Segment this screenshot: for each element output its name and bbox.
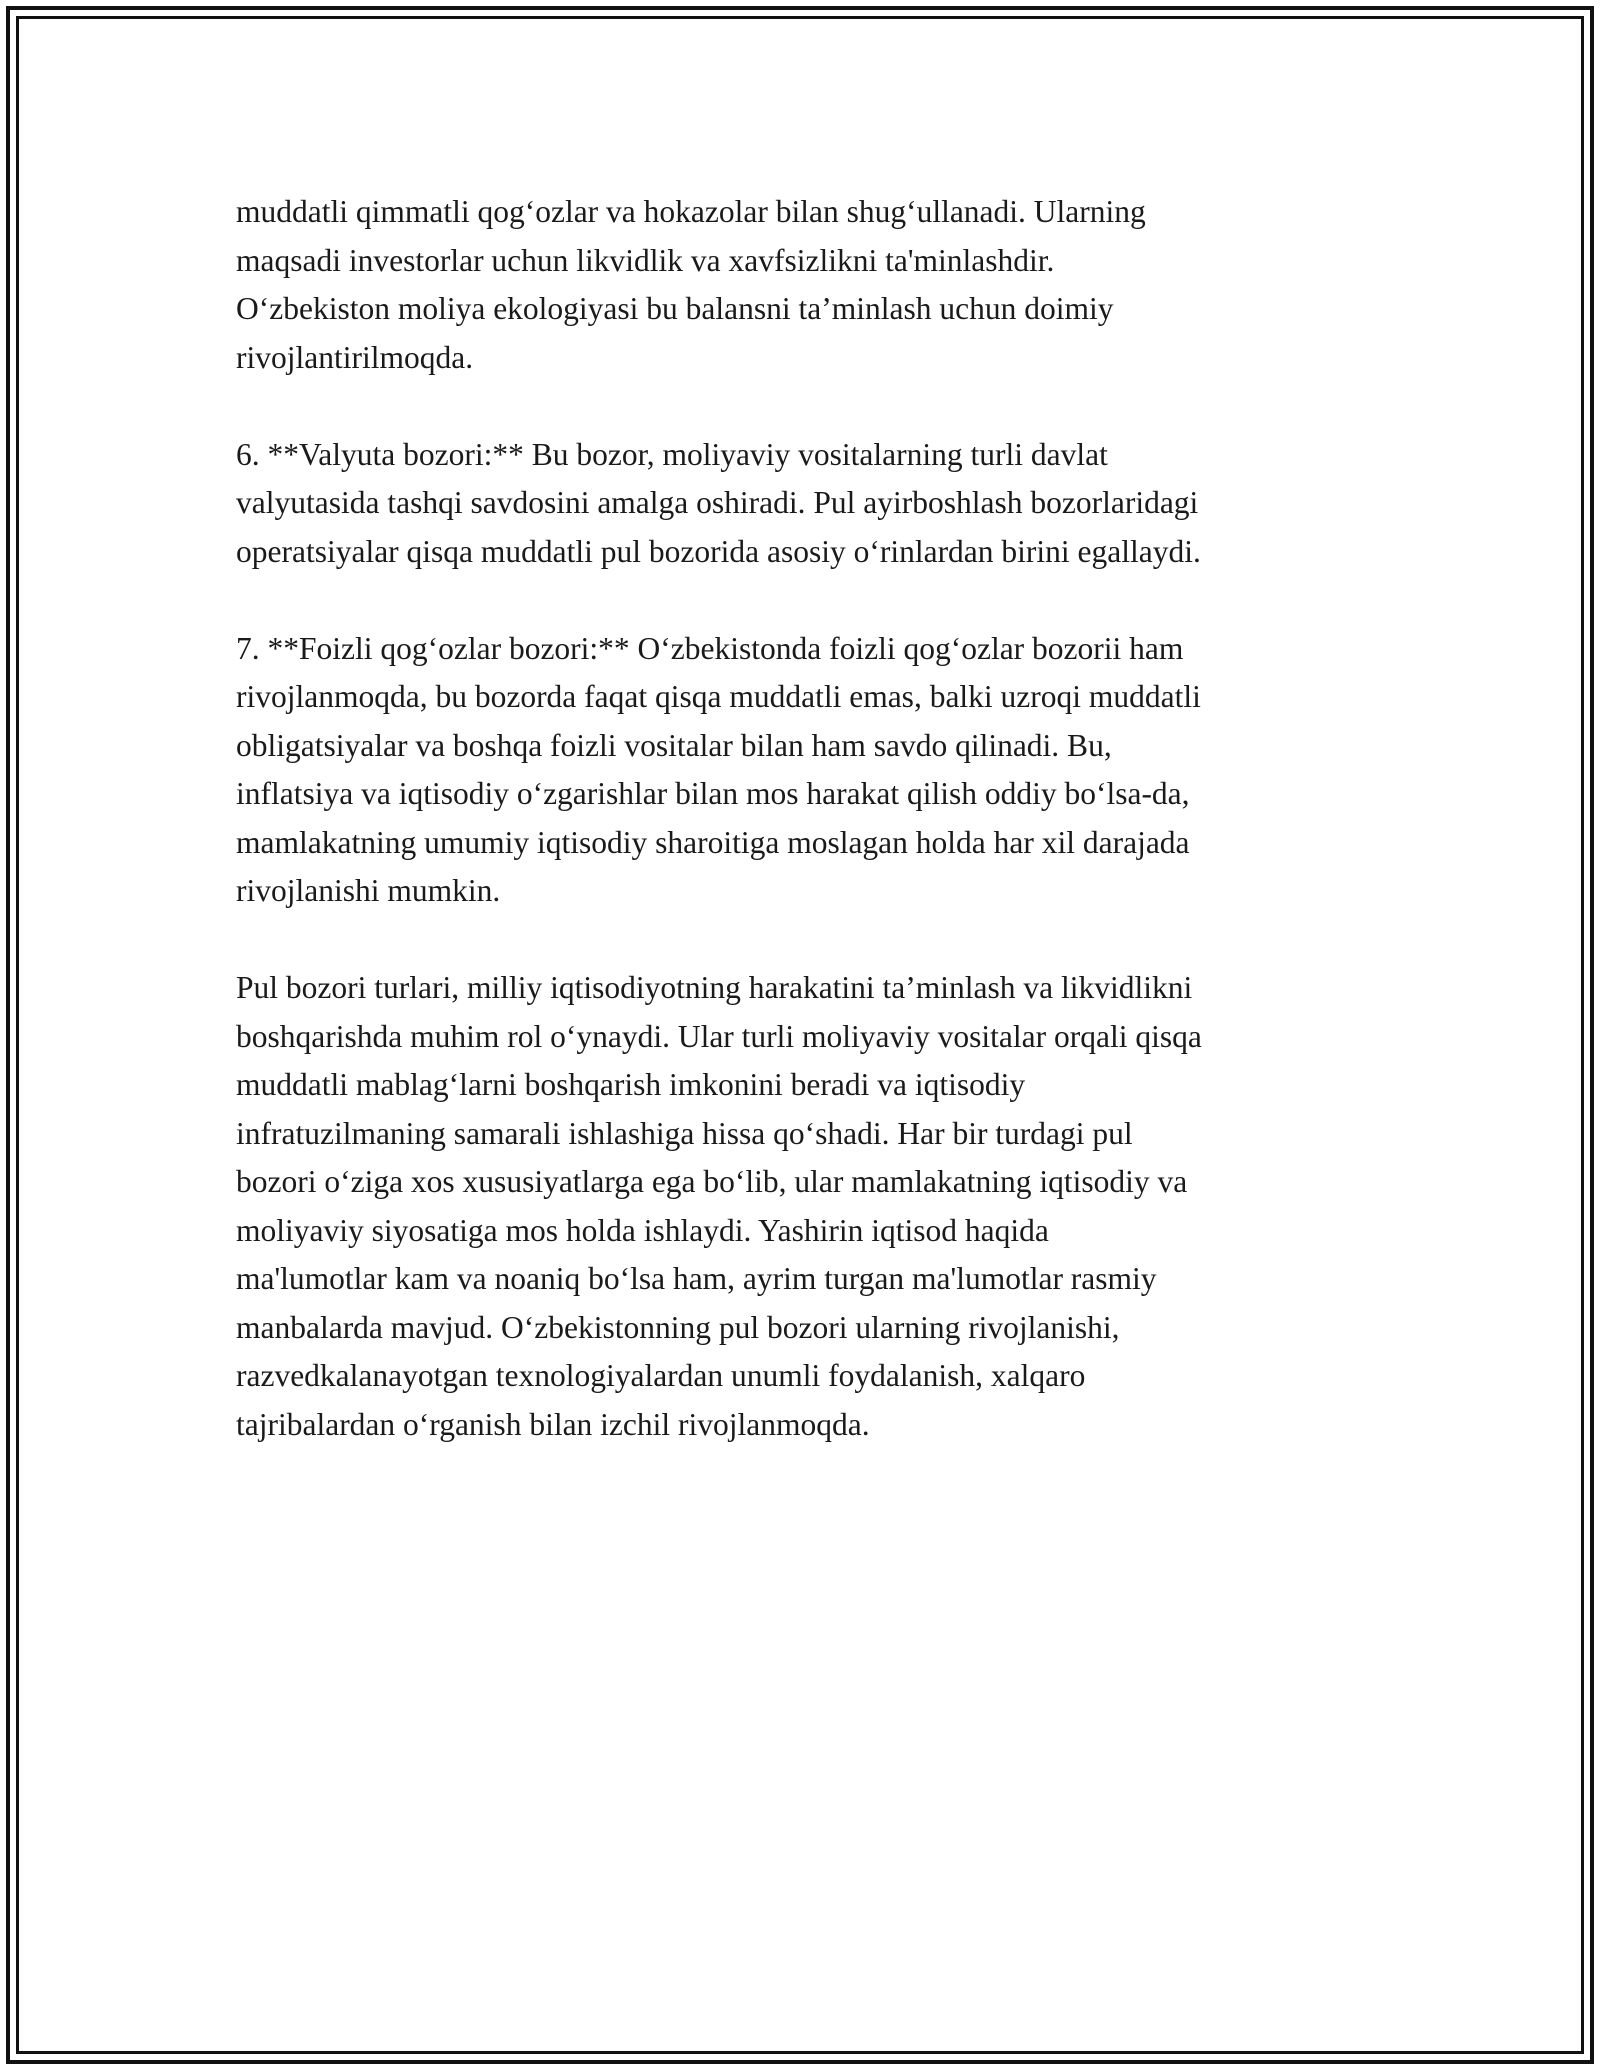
text-line: inflatsiya va iqtisodiy o‘zgarishlar bilan mos harakat qilish oddiy bo‘lsa-da, [236, 776, 1190, 811]
text-line: bozori o‘ziga xos xususiyatlarga ega bo‘lib, ular mamlakatning iqtisodiy va [236, 1164, 1188, 1199]
text-line: O‘zbekiston moliya ekologiyasi bu balansni ta’minlash uchun doimiy [236, 291, 1114, 326]
text-line: moliyaviy siyosatiga mos holda ishlaydi. Yashirin iqtisod haqida [236, 1212, 1049, 1248]
paragraph-foizli-qogozlar-bozori [236, 625, 1366, 916]
text-line: 7. **Foizli qog‘ozlar bozori:** O‘zbekistonda foizli qog‘ozlar bozorii ham [236, 630, 1184, 666]
text-line: 6. **Valyuta bozori:** Bu bozor, moliyaviy vositalarning turli davlat [236, 436, 1108, 472]
text-line: muddatli mablag‘larni boshqarish imkonini beradi va iqtisodiy [236, 1067, 1026, 1102]
document-body [236, 188, 1366, 1498]
text-line: obligatsiyalar va boshqa foizli vositalar bilan ham savdo qilinadi. Bu, [236, 727, 1112, 763]
text-line: rivojlanishi mumkin. [236, 873, 501, 908]
paragraph-conclusion [236, 964, 1366, 1449]
paragraph-valyuta-bozori [236, 431, 1366, 577]
text-line: boshqarishda muhim rol o‘ynaydi. Ular turli moliyaviy vositalar orqali qisqa [236, 1018, 1202, 1054]
text-line: rivojlanmoqda, bu bozorda faqat qisqa muddatli emas, balki uzroqi muddatli [236, 679, 1201, 714]
text-line: manbalarda mavjud. O‘zbekistonning pul bozori ularning rivojlanishi, [236, 1309, 1120, 1345]
text-line: valyutasida tashqi savdosini amalga oshiradi. Pul ayirboshlash bozorlaridagi [236, 485, 1199, 520]
text-line: mamlakatning umumiy iqtisodiy sharoitiga moslagan holda har xil darajada [236, 824, 1190, 860]
text-line: tajribalardan o‘rganish bilan izchil rivojlanmoqda. [236, 1406, 870, 1442]
text-line: razvedkalanayotgan texnologiyalardan unumli foydalanish, xalqaro [236, 1358, 1086, 1393]
text-line: infratuzilmaning samarali ishlashiga hissa qo‘shadi. Har bir turdagi pul [236, 1115, 1133, 1151]
text-line: maqsadi investorlar uchun likvidlik va xavfsizlikni ta'minlashdir. [236, 242, 1055, 278]
text-line: rivojlantirilmoqda. [236, 339, 474, 375]
text-line: Pul bozori turlari, milliy iqtisodiyotning harakatini ta’minlash va likvidlikni [236, 970, 1193, 1005]
text-line: ma'lumotlar kam va noaniq bo‘lsa ham, ayrim turgan ma'lumotlar rasmiy [236, 1261, 1157, 1296]
paragraph-intro-continuation [236, 188, 1366, 382]
text-line: operatsiyalar qisqa muddatli pul bozorida asosiy o‘rinlardan birini egallaydi. [236, 533, 1201, 569]
text-line: muddatli qimmatli qog‘ozlar va hokazolar bilan shug‘ullanadi. Ularning [236, 194, 1146, 229]
